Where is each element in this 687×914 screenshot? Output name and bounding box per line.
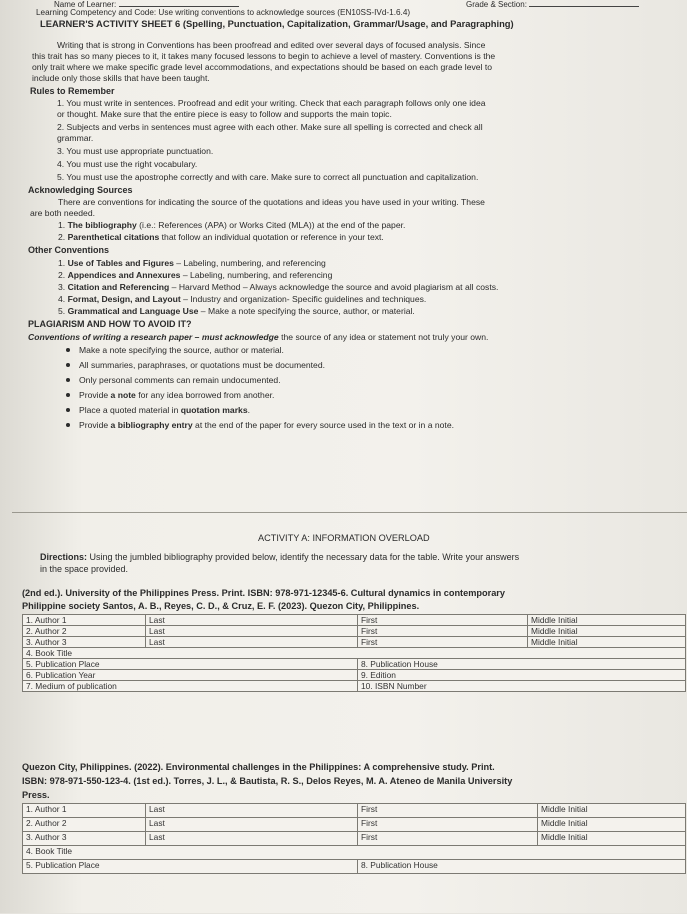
table-cell-first[interactable]: First — [358, 615, 528, 626]
table-row — [23, 832, 686, 846]
table-cell-first[interactable]: First — [358, 832, 538, 846]
ack-item — [58, 220, 405, 230]
plagiarism-bullet — [79, 390, 274, 400]
grade-blank[interactable] — [529, 6, 639, 7]
ack-line: There are conventions for indicating the source of the quotations and ideas you have used in your writing. These — [58, 197, 485, 207]
bullet-dot — [66, 423, 70, 427]
table-cell-last[interactable]: Last — [146, 818, 358, 832]
plagiarism-intro-bold: Conventions of writing a research paper – must acknowledge — [28, 332, 279, 342]
rules-line: or thought. Make sure that the entire piece is easy to follow and supports the main topic. — [57, 109, 392, 119]
table-row — [23, 626, 686, 637]
table-cell-last[interactable]: Last — [146, 626, 358, 637]
plagiarism-bullet — [79, 420, 454, 430]
table-row — [23, 860, 686, 874]
plagiarism-bullet: Make a note specifying the source, author or material. — [79, 345, 284, 355]
other-item-text: – Make a note specifying the source, author, or material. — [198, 306, 415, 316]
table-cell-left[interactable]: 5. Publication Place — [23, 659, 358, 670]
other-item-text: – Labeling, numbering, and referencing — [180, 270, 333, 280]
ack-line: are both needed. — [30, 208, 95, 218]
bullet-dot — [66, 393, 70, 397]
directions-line: in the space provided. — [40, 564, 129, 574]
ack-item-number: 2. — [58, 232, 66, 242]
table-cell-first[interactable]: First — [358, 637, 528, 648]
table-cell-book-title[interactable]: 4. Book Title — [23, 648, 686, 659]
ack-item-term: The bibliography — [67, 220, 137, 230]
table-cell-last[interactable]: Last — [146, 637, 358, 648]
name-label: Name of Learner: — [54, 0, 117, 9]
intro-line: only trait where we make specific grade level accommodations, and expectations should be based on each grade level to — [32, 62, 493, 72]
other-item-number: 4. — [58, 294, 66, 304]
bullet-text: Provide — [79, 420, 111, 430]
table-cell-right[interactable]: 9. Edition — [358, 670, 686, 681]
other-item — [58, 258, 326, 268]
directions-line — [40, 552, 519, 562]
bibliography-table-1 — [22, 614, 686, 692]
other-item-term: Citation and Referencing — [67, 282, 170, 292]
directions-text: Using the jumbled bibliography provided below, identify the necessary data for the table. Write your answers — [87, 552, 520, 562]
ack-item-term: Parenthetical citations — [67, 232, 160, 242]
bullet-text: at the end of the paper for every source used in the text or in a note. — [192, 420, 454, 430]
intro-line: Writing that is strong in Conventions has been proofread and edited over several days of focused analysis. Since — [57, 40, 486, 50]
other-item-text: – Harvard Method – Always acknowledge the source and avoid plagiarism at all costs. — [169, 282, 499, 292]
table-cell-author: 3. Author 3 — [23, 832, 146, 846]
competency-line: Learning Competency and Code: Use writing conventions to acknowledge sources (EN10SS-IVd-1.6.4) — [36, 8, 411, 17]
bullet-bold: a note — [110, 390, 136, 400]
table-cell-right[interactable]: 8. Publication House — [358, 659, 686, 670]
other-item — [58, 294, 426, 304]
other-item-text: – Labeling, numbering, and referencing — [173, 258, 326, 268]
table-row — [23, 648, 686, 659]
other-item-number: 3. — [58, 282, 66, 292]
bullet-dot — [66, 408, 70, 412]
table-cell-first[interactable]: First — [358, 626, 528, 637]
table-row — [23, 818, 686, 832]
table-cell-middle[interactable]: Middle Initial — [538, 804, 686, 818]
bullet-text: Provide — [79, 390, 111, 400]
other-item-term: Use of Tables and Figures — [67, 258, 174, 268]
plagiarism-bullet — [79, 405, 250, 415]
table-cell-last[interactable]: Last — [146, 832, 358, 846]
plagiarism-bullet: Only personal comments can remain undocumented. — [79, 375, 281, 385]
table-cell-author: 3. Author 3 — [23, 637, 146, 648]
plagiarism-intro-text: the source of any idea or statement not truly your own. — [278, 332, 489, 342]
bibliography-table-2 — [22, 803, 686, 874]
rules-line: 3. You must use appropriate punctuation. — [57, 146, 214, 156]
sheet-title: LEARNER'S ACTIVITY SHEET 6 (Spelling, Punctuation, Capitalization, Grammar/Usage, and Paragraphing) — [40, 18, 514, 29]
ack-item — [58, 232, 384, 242]
rules-heading: Rules to Remember — [30, 86, 115, 96]
table-cell-left[interactable]: 7. Medium of publication — [23, 681, 358, 692]
plagiarism-heading: PLAGIARISM AND HOW TO AVOID IT? — [28, 319, 192, 329]
table-row — [23, 637, 686, 648]
table-row — [23, 804, 686, 818]
bullet-text: . — [247, 405, 251, 415]
table-cell-author: 2. Author 2 — [23, 818, 146, 832]
bullet-text: Place a quoted material in — [79, 405, 181, 415]
plagiarism-bullet: All summaries, paraphrases, or quotations must be documented. — [79, 360, 326, 370]
other-item-number: 1. — [58, 258, 66, 268]
bullet-dot — [66, 378, 70, 382]
plagiarism-intro — [28, 332, 488, 342]
table-cell-last[interactable]: Last — [146, 615, 358, 626]
bullet-bold: a bibliography entry — [110, 420, 193, 430]
grade-label: Grade & Section: — [466, 0, 527, 9]
rules-line: 5. You must use the apostrophe correctly and with care. Make sure to correct all punctuation and capitalization. — [57, 172, 479, 182]
table-cell-first[interactable]: First — [358, 818, 538, 832]
activity-title: ACTIVITY A: INFORMATION OVERLOAD — [258, 533, 430, 543]
table-row — [23, 670, 686, 681]
table-row — [23, 681, 686, 692]
other-item-number: 5. — [58, 306, 66, 316]
table-cell-book-title[interactable]: 4. Book Title — [23, 846, 686, 860]
table-cell-middle[interactable]: Middle Initial — [538, 818, 686, 832]
rules-line: grammar. — [57, 133, 94, 143]
table-cell-right[interactable]: 10. ISBN Number — [358, 681, 686, 692]
table-cell-left[interactable]: 6. Publication Year — [23, 670, 358, 681]
bullet-text: for any idea borrowed from another. — [135, 390, 275, 400]
table-cell-left[interactable]: 5. Publication Place — [23, 860, 358, 874]
table-cell-author: 1. Author 1 — [23, 615, 146, 626]
ack-item-text: (i.e.: References (APA) or Works Cited (MLA)) at the end of the paper. — [136, 220, 406, 230]
ack-item-text: that follow an individual quotation or reference in your text. — [159, 232, 384, 242]
table-row — [23, 659, 686, 670]
other-item-term: Grammatical and Language Use — [67, 306, 199, 316]
citation-line: Philippine society Santos, A. B., Reyes, C. D., & Cruz, E. F. (2023). Quezon City, Philippines. — [22, 601, 420, 611]
table-cell-last[interactable]: Last — [146, 804, 358, 818]
table-cell-middle[interactable]: Middle Initial — [528, 615, 686, 626]
other-item-term: Appendices and Annexures — [67, 270, 181, 280]
directions-label: Directions: — [40, 552, 88, 562]
table-row — [23, 846, 686, 860]
citation-line: Quezon City, Philippines. (2022). Environmental challenges in the Philippines: A comprehensive study. Print. — [22, 762, 495, 772]
ack-heading: Acknowledging Sources — [28, 185, 133, 195]
table-cell-author: 2. Author 2 — [23, 626, 146, 637]
table-row — [23, 615, 686, 626]
rules-line: 1. You must write in sentences. Proofread and edit your writing. Check that each paragraph follows only one idea — [57, 98, 486, 108]
other-item-text: – Industry and organization- Specific guidelines and techniques. — [180, 294, 427, 304]
citation-line: (2nd ed.). University of the Philippines Press. Print. ISBN: 978-971-12345-6. Cultural dynamics in contemporary — [22, 588, 505, 598]
other-item-number: 2. — [58, 270, 66, 280]
bullet-dot — [66, 348, 70, 352]
citation-line: ISBN: 978-971-550-123-4. (1st ed.). Torres, J. L., & Bautista, R. S., Delos Reyes, M. A. Ateneo de Manila University — [22, 776, 513, 786]
table-cell-right[interactable]: 8. Publication House — [358, 860, 686, 874]
ack-item-number: 1. — [58, 220, 66, 230]
name-blank[interactable] — [119, 6, 239, 7]
table-cell-middle[interactable]: Middle Initial — [528, 626, 686, 637]
bullet-dot — [66, 363, 70, 367]
other-item-term: Format, Design, and Layout — [67, 294, 181, 304]
other-item — [58, 270, 332, 280]
citation-line: Press. — [22, 790, 50, 800]
other-item — [58, 306, 415, 316]
intro-line: this trait has so many pieces to it, it takes many focused lessons to begin to achieve a level of mastery. Conventions is the — [32, 51, 496, 61]
other-heading: Other Conventions — [28, 245, 110, 255]
other-item — [58, 282, 498, 292]
intro-line: include only those skills that have been taught. — [32, 73, 210, 83]
table-cell-middle[interactable]: Middle Initial — [538, 832, 686, 846]
bullet-bold: quotation marks — [180, 405, 248, 415]
rules-line: 4. You must use the right vocabulary. — [57, 159, 198, 169]
rules-line: 2. Subjects and verbs in sentences must agree with each other. Make sure all spelling is corrected and check all — [57, 122, 483, 132]
table-cell-first[interactable]: First — [358, 804, 538, 818]
table-cell-author: 1. Author 1 — [23, 804, 146, 818]
table-cell-middle[interactable]: Middle Initial — [528, 637, 686, 648]
